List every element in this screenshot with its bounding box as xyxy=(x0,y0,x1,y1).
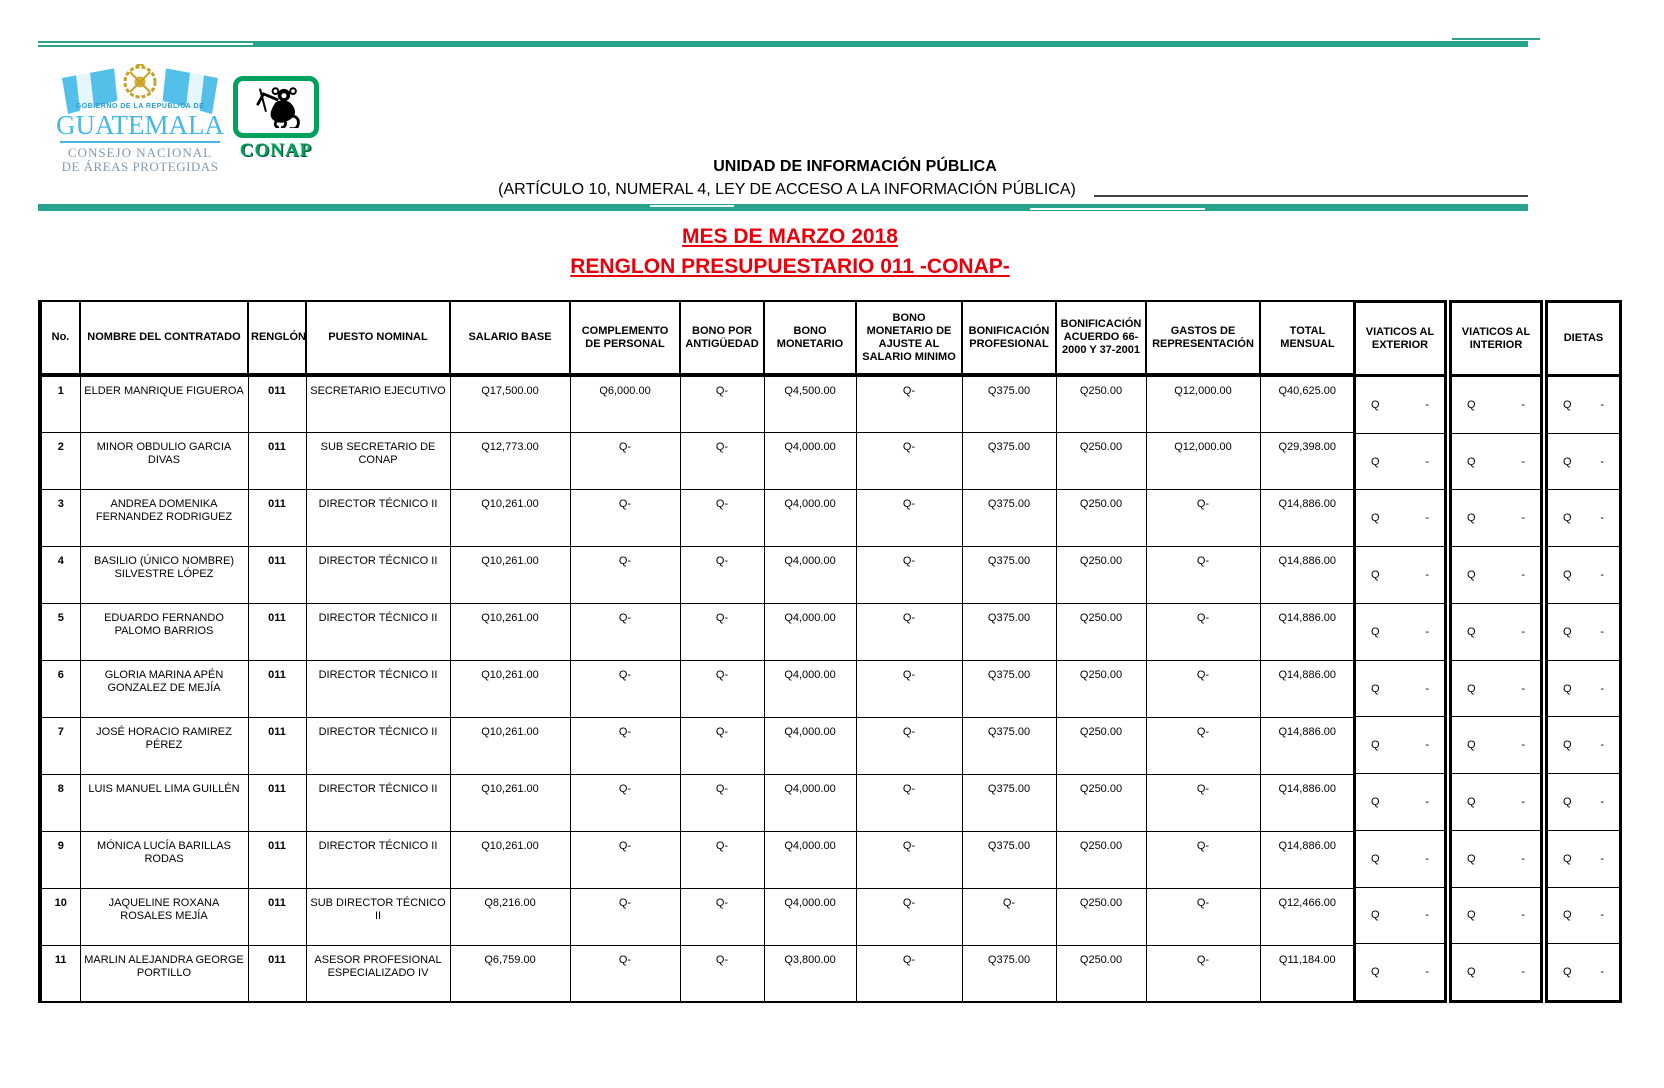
header-divider-stripe-2 xyxy=(1030,208,1205,210)
currency-symbol: Q xyxy=(1467,625,1476,638)
empty-value-dash: - xyxy=(1425,398,1429,411)
empty-value-dash: - xyxy=(1600,455,1604,468)
cell-base-salary: Q10,261.00 xyxy=(450,546,570,603)
cell-minimum-wage-adjustment-bonus: Q- xyxy=(856,831,962,888)
cell-monthly-total: Q40,625.00 xyxy=(1260,375,1355,432)
cell-monetary-bonus: Q4,000.00 xyxy=(764,432,856,489)
cell-empty-money xyxy=(1356,887,1444,944)
empty-value-dash: - xyxy=(1425,852,1429,865)
table-row xyxy=(40,831,1355,888)
conap-logo-frame xyxy=(233,76,319,138)
empty-value-dash: - xyxy=(1425,966,1429,979)
currency-symbol: Q xyxy=(1563,569,1572,582)
empty-value-dash: - xyxy=(1521,682,1525,695)
empty-value-dash: - xyxy=(1600,569,1604,582)
currency-symbol: Q xyxy=(1563,852,1572,865)
cell-representation-expenses: Q- xyxy=(1146,546,1260,603)
cell-representation-expenses: Q- xyxy=(1146,660,1260,717)
cell-monthly-total: Q14,886.00 xyxy=(1260,546,1355,603)
currency-symbol: Q xyxy=(1563,455,1572,468)
empty-value-dash: - xyxy=(1425,796,1429,808)
cell-row-number: 7 xyxy=(40,717,80,774)
table-row xyxy=(40,546,1355,603)
cell-empty-money xyxy=(1356,377,1444,433)
cell-empty-money xyxy=(1452,489,1540,546)
cell-row-number: 8 xyxy=(40,774,80,831)
cell-monthly-total: Q14,886.00 xyxy=(1260,489,1355,546)
column-header-box: DIETAS xyxy=(1548,303,1619,377)
empty-value-dash: - xyxy=(1521,796,1525,808)
cell-minimum-wage-adjustment-bonus: Q- xyxy=(856,546,962,603)
cell-agreement-bonus: Q250.00 xyxy=(1056,432,1146,489)
column-header-seniority-bonus: BONO POR ANTIGÜEDAD xyxy=(680,301,764,375)
currency-symbol: Q xyxy=(1371,398,1380,411)
empty-value-dash: - xyxy=(1600,739,1604,752)
cell-contractor-name: ANDREA DOMENIKA FERNANDEZ RODRIGUEZ xyxy=(80,489,248,546)
cell-empty-money xyxy=(1452,887,1540,944)
cell-seniority-bonus: Q- xyxy=(680,546,764,603)
table-row xyxy=(40,774,1355,831)
cell-renglon: 011 xyxy=(248,489,306,546)
cell-monthly-total: Q12,466.00 xyxy=(1260,888,1355,945)
currency-symbol: Q xyxy=(1371,739,1380,752)
cell-minimum-wage-adjustment-bonus: Q- xyxy=(856,660,962,717)
header-divider-rule xyxy=(38,204,1528,211)
currency-symbol: Q xyxy=(1371,796,1380,808)
cell-empty-money xyxy=(1452,603,1540,660)
cell-minimum-wage-adjustment-bonus: Q- xyxy=(856,717,962,774)
empty-value-dash: - xyxy=(1425,625,1429,638)
cell-agreement-bonus: Q250.00 xyxy=(1056,546,1146,603)
cell-contractor-name: MARLIN ALEJANDRA GEORGE PORTILLO xyxy=(80,945,248,1002)
areas-protegidas-caption: DE ÁREAS PROTEGIDAS xyxy=(61,159,219,174)
cell-empty-money xyxy=(1452,660,1540,717)
cell-nominal-position: DIRECTOR TÉCNICO II xyxy=(306,831,450,888)
cell-empty-money xyxy=(1452,773,1540,830)
column-header-minimum-wage-adjustment-bonus: BONO MONETARIO DE AJUSTE AL SALARIO MINIMO xyxy=(856,301,962,375)
cell-empty-money xyxy=(1548,943,1619,1000)
cell-monthly-total: Q14,886.00 xyxy=(1260,717,1355,774)
empty-value-dash: - xyxy=(1521,739,1525,752)
cell-personal-complement: Q- xyxy=(570,546,680,603)
cell-monthly-total: Q14,886.00 xyxy=(1260,774,1355,831)
currency-symbol: Q xyxy=(1467,512,1476,525)
table-row xyxy=(40,945,1355,1002)
cell-empty-money xyxy=(1548,433,1619,490)
cell-empty-money xyxy=(1548,887,1619,944)
cell-base-salary: Q10,261.00 xyxy=(450,831,570,888)
empty-value-dash: - xyxy=(1521,569,1525,582)
cell-empty-money xyxy=(1356,773,1444,830)
currency-symbol: Q xyxy=(1371,852,1380,865)
empty-value-dash: - xyxy=(1425,682,1429,695)
empty-value-dash: - xyxy=(1425,739,1429,752)
cell-row-number: 4 xyxy=(40,546,80,603)
cell-professional-bonus: Q375.00 xyxy=(962,489,1056,546)
empty-value-dash: - xyxy=(1600,682,1604,695)
cell-agreement-bonus: Q250.00 xyxy=(1056,774,1146,831)
empty-value-dash: - xyxy=(1521,512,1525,525)
currency-symbol: Q xyxy=(1371,512,1380,525)
cell-representation-expenses: Q- xyxy=(1146,603,1260,660)
currency-symbol: Q xyxy=(1467,398,1476,411)
table-row xyxy=(40,717,1355,774)
cell-professional-bonus: Q375.00 xyxy=(962,831,1056,888)
cell-minimum-wage-adjustment-bonus: Q- xyxy=(856,375,962,432)
cell-nominal-position: SUB DIRECTOR TÉCNICO II xyxy=(306,888,450,945)
cell-base-salary: Q10,261.00 xyxy=(450,603,570,660)
currency-symbol: Q xyxy=(1371,682,1380,695)
cell-base-salary: Q10,261.00 xyxy=(450,660,570,717)
cell-contractor-name: EDUARDO FERNANDO PALOMO BARRIOS xyxy=(80,603,248,660)
cell-empty-money xyxy=(1356,660,1444,717)
cell-professional-bonus: Q375.00 xyxy=(962,603,1056,660)
cell-nominal-position: SECRETARIO EJECUTIVO xyxy=(306,375,450,432)
cell-representation-expenses: Q12,000.00 xyxy=(1146,375,1260,432)
currency-symbol: Q xyxy=(1563,739,1572,752)
page-title: UNIDAD DE INFORMACIÓN PÚBLICA xyxy=(713,158,997,175)
cell-representation-expenses: Q- xyxy=(1146,489,1260,546)
cell-agreement-bonus: Q250.00 xyxy=(1056,375,1146,432)
cell-empty-money xyxy=(1356,489,1444,546)
table-row xyxy=(40,603,1355,660)
cell-base-salary: Q12,773.00 xyxy=(450,432,570,489)
cell-personal-complement: Q- xyxy=(570,717,680,774)
cell-monthly-total: Q14,886.00 xyxy=(1260,660,1355,717)
cell-empty-money xyxy=(1548,377,1619,433)
table-row xyxy=(40,489,1355,546)
currency-symbol: Q xyxy=(1563,909,1572,922)
table-row xyxy=(40,432,1355,489)
cell-row-number: 9 xyxy=(40,831,80,888)
cell-base-salary: Q17,500.00 xyxy=(450,375,570,432)
cell-renglon: 011 xyxy=(248,603,306,660)
cell-monetary-bonus: Q3,800.00 xyxy=(764,945,856,1002)
cell-row-number: 6 xyxy=(40,660,80,717)
cell-row-number: 3 xyxy=(40,489,80,546)
table-row xyxy=(40,660,1355,717)
cell-representation-expenses: Q- xyxy=(1146,831,1260,888)
currency-symbol: Q xyxy=(1371,909,1380,922)
cell-empty-money xyxy=(1356,716,1444,773)
cell-monetary-bonus: Q4,000.00 xyxy=(764,831,856,888)
empty-value-dash: - xyxy=(1600,852,1604,865)
viaticos-interior-box xyxy=(1449,300,1543,1003)
cell-agreement-bonus: Q250.00 xyxy=(1056,489,1146,546)
currency-symbol: Q xyxy=(1371,625,1380,638)
cell-contractor-name: JOSÉ HORACIO RAMIREZ PÉREZ xyxy=(80,717,248,774)
cell-nominal-position: DIRECTOR TÉCNICO II xyxy=(306,546,450,603)
cell-base-salary: Q10,261.00 xyxy=(450,489,570,546)
cell-seniority-bonus: Q- xyxy=(680,375,764,432)
guatemala-wordmark: GUATEMALA xyxy=(56,110,224,140)
column-header-renglon: RENGLÓN xyxy=(248,301,306,375)
cell-renglon: 011 xyxy=(248,717,306,774)
empty-value-dash: - xyxy=(1521,966,1525,979)
cell-professional-bonus: Q375.00 xyxy=(962,945,1056,1002)
page-subtitle: (ARTÍCULO 10, NUMERAL 4, LEY DE ACCESO A LA INFORMACIÓN PÚBLICA) xyxy=(498,181,1076,198)
cell-seniority-bonus: Q- xyxy=(680,831,764,888)
cell-professional-bonus: Q375.00 xyxy=(962,774,1056,831)
cell-contractor-name: MÓNICA LUCÍA BARILLAS RODAS xyxy=(80,831,248,888)
conap-monkey-icon xyxy=(247,86,305,128)
cell-personal-complement: Q- xyxy=(570,945,680,1002)
cell-minimum-wage-adjustment-bonus: Q- xyxy=(856,774,962,831)
column-header-professional-bonus: BONIFICACIÓN PROFESIONAL xyxy=(962,301,1056,375)
cell-agreement-bonus: Q250.00 xyxy=(1056,717,1146,774)
cell-monthly-total: Q29,398.00 xyxy=(1260,432,1355,489)
cell-contractor-name: GLORIA MARINA APÉN GONZALEZ DE MEJÍA xyxy=(80,660,248,717)
cell-nominal-position: DIRECTOR TÉCNICO II xyxy=(306,774,450,831)
currency-symbol: Q xyxy=(1467,966,1476,979)
cell-empty-money xyxy=(1548,546,1619,603)
cell-row-number: 5 xyxy=(40,603,80,660)
currency-symbol: Q xyxy=(1563,796,1572,808)
table-row xyxy=(40,375,1355,432)
gobierno-caption: GOBIERNO DE LA REPÚBLICA DE xyxy=(75,103,205,110)
cell-personal-complement: Q- xyxy=(570,603,680,660)
empty-value-dash: - xyxy=(1600,909,1604,922)
viaticos-exterior-box xyxy=(1353,300,1447,1003)
cell-monthly-total: Q11,184.00 xyxy=(1260,945,1355,1002)
currency-symbol: Q xyxy=(1371,966,1380,979)
cell-contractor-name: JAQUELINE ROXANA ROSALES MEJÍA xyxy=(80,888,248,945)
currency-symbol: Q xyxy=(1563,512,1572,525)
cell-agreement-bonus: Q250.00 xyxy=(1056,660,1146,717)
cell-agreement-bonus: Q250.00 xyxy=(1056,945,1146,1002)
column-header-contractor-name: NOMBRE DEL CONTRATADO xyxy=(80,301,248,375)
cell-representation-expenses: Q- xyxy=(1146,888,1260,945)
currency-symbol: Q xyxy=(1467,852,1476,865)
cell-renglon: 011 xyxy=(248,888,306,945)
cell-empty-money xyxy=(1356,830,1444,887)
currency-symbol: Q xyxy=(1467,739,1476,752)
column-header-monetary-bonus: BONO MONETARIO xyxy=(764,301,856,375)
cell-minimum-wage-adjustment-bonus: Q- xyxy=(856,945,962,1002)
cell-personal-complement: Q- xyxy=(570,774,680,831)
cell-personal-complement: Q6,000.00 xyxy=(570,375,680,432)
cell-empty-money xyxy=(1452,943,1540,1000)
cell-monetary-bonus: Q4,000.00 xyxy=(764,888,856,945)
cell-nominal-position: DIRECTOR TÉCNICO II xyxy=(306,603,450,660)
empty-value-dash: - xyxy=(1425,909,1429,922)
cell-minimum-wage-adjustment-bonus: Q- xyxy=(856,489,962,546)
empty-value-dash: - xyxy=(1425,512,1429,525)
cell-row-number: 11 xyxy=(40,945,80,1002)
cell-seniority-bonus: Q- xyxy=(680,603,764,660)
cell-representation-expenses: Q- xyxy=(1146,717,1260,774)
currency-symbol: Q xyxy=(1563,398,1572,411)
cell-personal-complement: Q- xyxy=(570,888,680,945)
cell-personal-complement: Q- xyxy=(570,432,680,489)
cell-empty-money xyxy=(1548,603,1619,660)
month-title: MES DE MARZO 2018 xyxy=(682,225,898,248)
cell-agreement-bonus: Q250.00 xyxy=(1056,603,1146,660)
currency-symbol: Q xyxy=(1467,909,1476,922)
cell-empty-money xyxy=(1452,433,1540,490)
cell-renglon: 011 xyxy=(248,945,306,1002)
cell-empty-money xyxy=(1452,377,1540,433)
column-header-agreement-bonus: BONIFICACIÓN ACUERDO 66-2000 Y 37-2001 xyxy=(1056,301,1146,375)
cell-monetary-bonus: Q4,500.00 xyxy=(764,375,856,432)
payroll-table-header xyxy=(40,301,1355,375)
currency-symbol: Q xyxy=(1467,796,1476,808)
column-header-representation-expenses: GASTOS DE REPRESENTACIÓN xyxy=(1146,301,1260,375)
cell-base-salary: Q6,759.00 xyxy=(450,945,570,1002)
cell-seniority-bonus: Q- xyxy=(680,432,764,489)
cell-monetary-bonus: Q4,000.00 xyxy=(764,660,856,717)
cell-nominal-position: DIRECTOR TÉCNICO II xyxy=(306,660,450,717)
cell-representation-expenses: Q- xyxy=(1146,945,1260,1002)
cell-nominal-position: ASESOR PROFESIONAL ESPECIALIZADO IV xyxy=(306,945,450,1002)
empty-value-dash: - xyxy=(1600,398,1604,411)
dietas-box xyxy=(1545,300,1622,1003)
cell-professional-bonus: Q375.00 xyxy=(962,432,1056,489)
cell-base-salary: Q8,216.00 xyxy=(450,888,570,945)
cell-professional-bonus: Q375.00 xyxy=(962,375,1056,432)
currency-symbol: Q xyxy=(1563,625,1572,638)
empty-value-dash: - xyxy=(1600,625,1604,638)
cell-professional-bonus: Q375.00 xyxy=(962,546,1056,603)
cell-professional-bonus: Q375.00 xyxy=(962,717,1056,774)
cell-minimum-wage-adjustment-bonus: Q- xyxy=(856,888,962,945)
cell-personal-complement: Q- xyxy=(570,831,680,888)
cell-empty-money xyxy=(1548,660,1619,717)
cell-nominal-position: DIRECTOR TÉCNICO II xyxy=(306,717,450,774)
cell-monetary-bonus: Q4,000.00 xyxy=(764,603,856,660)
currency-symbol: Q xyxy=(1563,966,1572,979)
column-header-personal-complement: COMPLEMENTO DE PERSONAL xyxy=(570,301,680,375)
cell-agreement-bonus: Q250.00 xyxy=(1056,888,1146,945)
cell-monetary-bonus: Q4,000.00 xyxy=(764,546,856,603)
header-divider-stripe xyxy=(650,205,734,207)
conap-logo xyxy=(233,76,319,168)
column-header-monthly-total: TOTAL MENSUAL xyxy=(1260,301,1355,375)
empty-value-dash: - xyxy=(1600,512,1604,525)
cell-empty-money xyxy=(1452,546,1540,603)
currency-symbol: Q xyxy=(1467,682,1476,695)
cell-empty-money xyxy=(1548,489,1619,546)
cell-contractor-name: LUIS MANUEL LIMA GUILLÉN xyxy=(80,774,248,831)
cell-personal-complement: Q- xyxy=(570,660,680,717)
cell-nominal-position: SUB SECRETARIO DE CONAP xyxy=(306,432,450,489)
guatemala-wordmark-underline xyxy=(60,141,220,143)
cell-seniority-bonus: Q- xyxy=(680,717,764,774)
payroll-table xyxy=(38,300,1356,1003)
cell-seniority-bonus: Q- xyxy=(680,660,764,717)
cell-renglon: 011 xyxy=(248,774,306,831)
currency-symbol: Q xyxy=(1467,569,1476,582)
cell-representation-expenses: Q12,000.00 xyxy=(1146,432,1260,489)
cell-monetary-bonus: Q4,000.00 xyxy=(764,489,856,546)
currency-symbol: Q xyxy=(1371,569,1380,582)
empty-value-dash: - xyxy=(1425,569,1429,582)
cell-seniority-bonus: Q- xyxy=(680,489,764,546)
cell-row-number: 2 xyxy=(40,432,80,489)
empty-value-dash: - xyxy=(1521,455,1525,468)
cell-seniority-bonus: Q- xyxy=(680,945,764,1002)
budget-line-title: RENGLON PRESUPUESTARIO 011 -CONAP- xyxy=(570,255,1010,278)
cell-monetary-bonus: Q4,000.00 xyxy=(764,774,856,831)
cell-representation-expenses: Q- xyxy=(1146,774,1260,831)
cell-monthly-total: Q14,886.00 xyxy=(1260,603,1355,660)
cell-empty-money xyxy=(1356,603,1444,660)
cell-base-salary: Q10,261.00 xyxy=(450,717,570,774)
cell-contractor-name: BASILIO (ÚNICO NOMBRE) SILVESTRE LÓPEZ xyxy=(80,546,248,603)
cell-nominal-position: DIRECTOR TÉCNICO II xyxy=(306,489,450,546)
cell-professional-bonus: Q375.00 xyxy=(962,660,1056,717)
currency-symbol: Q xyxy=(1467,455,1476,468)
cell-empty-money xyxy=(1452,716,1540,773)
top-divider-accent xyxy=(1452,38,1540,40)
cell-renglon: 011 xyxy=(248,546,306,603)
column-header-box: VIATICOS AL INTERIOR xyxy=(1452,303,1540,377)
cell-minimum-wage-adjustment-bonus: Q- xyxy=(856,432,962,489)
consejo-nacional-caption: CONSEJO NACIONAL xyxy=(67,145,213,160)
cell-renglon: 011 xyxy=(248,375,306,432)
empty-value-dash: - xyxy=(1521,909,1525,922)
top-divider-rule xyxy=(38,41,1528,47)
cell-monetary-bonus: Q4,000.00 xyxy=(764,717,856,774)
cell-renglon: 011 xyxy=(248,660,306,717)
cell-empty-money xyxy=(1356,433,1444,490)
conap-wordmark: CONAP xyxy=(239,140,313,161)
cell-personal-complement: Q- xyxy=(570,489,680,546)
empty-value-dash: - xyxy=(1600,796,1604,808)
cell-seniority-bonus: Q- xyxy=(680,774,764,831)
cell-empty-money xyxy=(1548,773,1619,830)
payroll-table-body xyxy=(40,375,1355,1002)
cell-agreement-bonus: Q250.00 xyxy=(1056,831,1146,888)
cell-contractor-name: MINOR OBDULIO GARCIA DIVAS xyxy=(80,432,248,489)
cell-empty-money xyxy=(1548,830,1619,887)
cell-professional-bonus: Q- xyxy=(962,888,1056,945)
currency-symbol: Q xyxy=(1563,682,1572,695)
cell-monthly-total: Q14,886.00 xyxy=(1260,831,1355,888)
cell-empty-money xyxy=(1548,716,1619,773)
cell-empty-money xyxy=(1452,830,1540,887)
cell-contractor-name: ELDER MANRIQUE FIGUEROA xyxy=(80,375,248,432)
table-row xyxy=(40,888,1355,945)
cell-minimum-wage-adjustment-bonus: Q- xyxy=(856,603,962,660)
empty-value-dash: - xyxy=(1521,398,1525,411)
top-divider-stripe xyxy=(38,43,253,45)
empty-value-dash: - xyxy=(1425,455,1429,468)
cell-base-salary: Q10,261.00 xyxy=(450,774,570,831)
empty-value-dash: - xyxy=(1521,852,1525,865)
empty-value-dash: - xyxy=(1600,966,1604,979)
cell-renglon: 011 xyxy=(248,831,306,888)
cell-empty-money xyxy=(1356,943,1444,1000)
cell-row-number: 10 xyxy=(40,888,80,945)
cell-seniority-bonus: Q- xyxy=(680,888,764,945)
cell-empty-money xyxy=(1356,546,1444,603)
column-header-base-salary: SALARIO BASE xyxy=(450,301,570,375)
column-header-nominal-position: PUESTO NOMINAL xyxy=(306,301,450,375)
empty-value-dash: - xyxy=(1521,625,1525,638)
cell-renglon: 011 xyxy=(248,432,306,489)
currency-symbol: Q xyxy=(1371,455,1380,468)
column-header-box: VIATICOS AL EXTERIOR xyxy=(1356,303,1444,377)
cell-row-number: 1 xyxy=(40,375,80,432)
column-header-row-number: No. xyxy=(40,301,80,375)
